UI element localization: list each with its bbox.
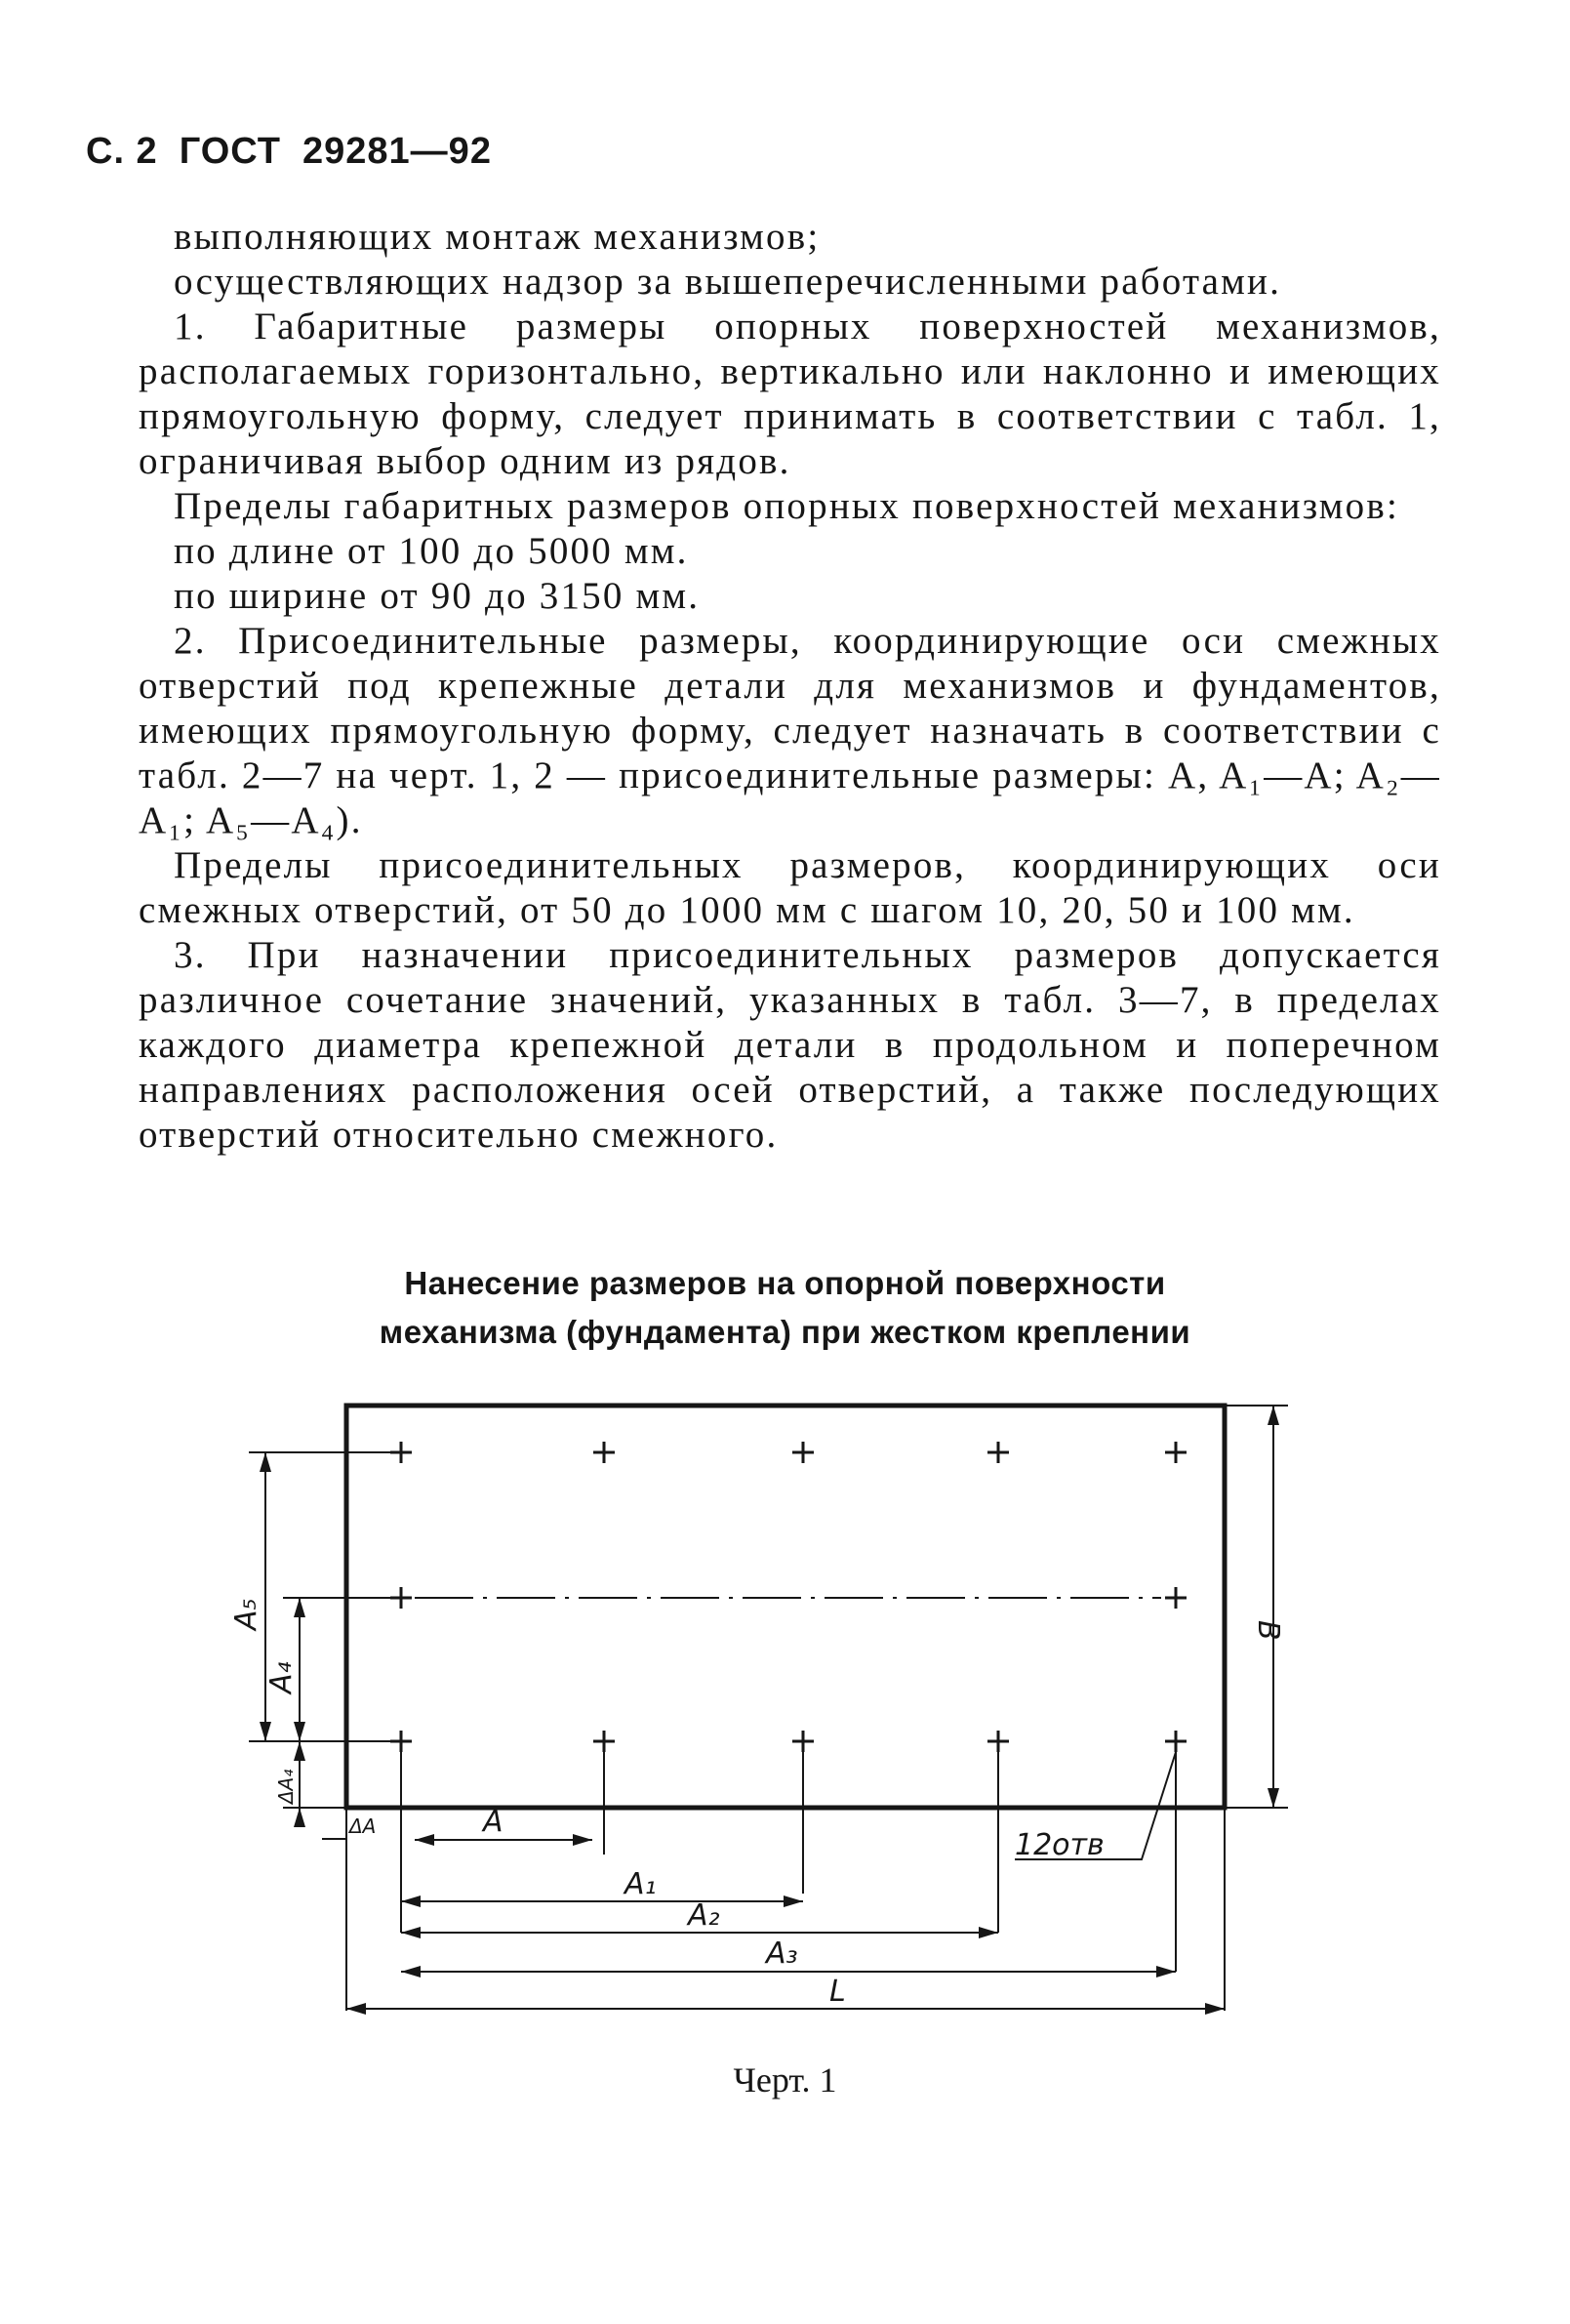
- standard-label: ГОСТ: [179, 131, 282, 172]
- dimension-drawing: [0, 1366, 1570, 2050]
- support-surface-outline: [346, 1406, 1225, 1808]
- paragraph: 3. При назначении присоединительных размеров допускается различное сочетание значений, указанных в табл. 3—7, в пределах каждого диаметра крепежной детали в продольном и поперечном направлениях расположения осей отверстий, а также последующих отверстий относительно смежного.: [139, 934, 1441, 1156]
- extension-lines: [249, 1406, 1288, 2011]
- label-dA: ΔA: [349, 1814, 377, 1838]
- label-dA4: ΔA₄: [274, 1769, 298, 1804]
- figure-caption: Черт. 1: [733, 2060, 837, 2100]
- figure-title-line1: Нанесение размеров на опорной поверхности: [404, 1265, 1166, 1301]
- paragraph: Пределы присоединительных размеров, координирующих оси смежных отверстий, от 50 до 1000 мм с шагом 10, 20, 50 и 100 мм.: [139, 844, 1441, 931]
- paragraph: 1. Габаритные размеры опорных поверхностей механизмов, располагаемых горизонтально, вертикально или наклонно и имеющих прямоугольную форму, следует принимать в соответствии с табл. 1, ограничивая выбор одним из рядов.: [139, 306, 1441, 482]
- page-number: С. 2: [86, 131, 158, 172]
- paragraph: по длине от 100 до 5000 мм.: [174, 530, 689, 572]
- label-L: L: [829, 1975, 846, 2009]
- page-header: [86, 131, 513, 173]
- paragraph: осуществляющих надзор за вышеперечисленными работами.: [174, 261, 1282, 303]
- paragraph: Пределы габаритных размеров опорных поверхностей механизмов:: [174, 485, 1400, 527]
- hole-row-top: [390, 1442, 1187, 1463]
- figure-title: [0, 1259, 1570, 1357]
- label-A3: A₃: [766, 1937, 798, 1971]
- paragraph: выполняющих монтаж механизмов;: [174, 216, 821, 258]
- paragraph: по ширине от 90 до 3150 мм.: [174, 575, 701, 617]
- label-A2: A₂: [688, 1898, 720, 1933]
- label-A4: A₄: [264, 1661, 299, 1693]
- label-A: A: [483, 1805, 503, 1839]
- body-text: [139, 215, 1441, 1158]
- label-A1: A₁: [624, 1867, 657, 1901]
- hole-row-bottom: [390, 1731, 1187, 1752]
- label-holes: 12отв: [1015, 1828, 1105, 1862]
- figure-title-line2: механизма (фундамента) при жестком креплении: [379, 1314, 1191, 1350]
- label-B: B: [1251, 1620, 1285, 1641]
- hole-row-middle: [390, 1587, 1187, 1609]
- label-A5: A₅: [229, 1598, 263, 1630]
- paragraph: 2. Присоединительные размеры, координирующие оси смежных отверстий под крепежные детали для механизмов и фундаментов, имеющих прямоугольную форму, следует назначать в соответствии с табл. 2—7 на черт. 1, 2 — присоединительные размеры: A, A₁—A; A₂—A₁; A₅—A₄).: [139, 620, 1441, 841]
- standard-number: 29281—92: [302, 131, 492, 172]
